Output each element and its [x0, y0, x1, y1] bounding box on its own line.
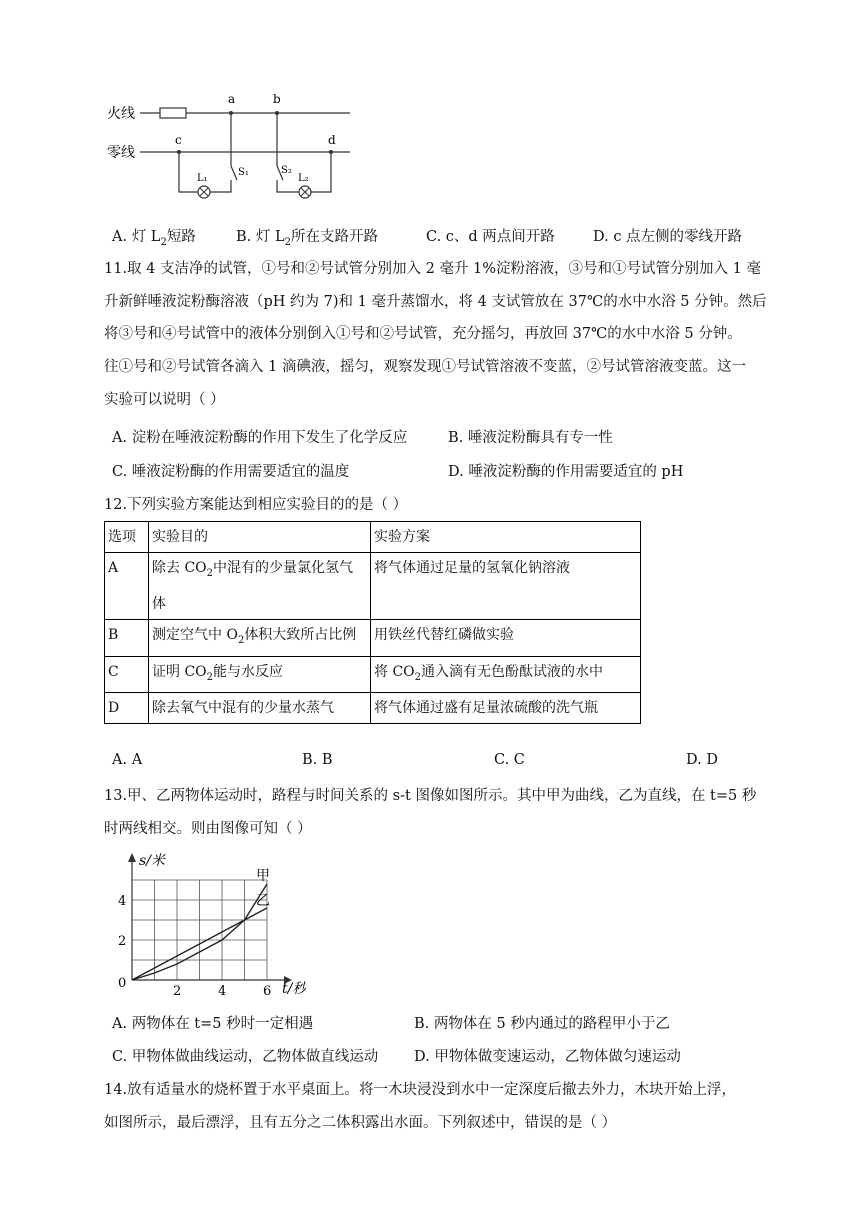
st-chart: [106, 848, 306, 998]
table-header-row: [105, 522, 641, 553]
fuse-icon: [160, 108, 186, 118]
table-cell: C: [105, 656, 149, 693]
q14-stem-line-2: 如图所示，最后漂浮，且有五分之二体积露出水面。下列叙述中，错误的是（ ）: [104, 1115, 617, 1131]
q11-option-b: B. 唾液淀粉酶具有专一性: [448, 430, 613, 446]
point-a-label: a: [228, 92, 236, 106]
q12-option-c: C. C: [494, 752, 525, 768]
q12-option-a: A. A: [112, 752, 143, 768]
y-axis-label: s/米: [139, 853, 165, 869]
q11-stem-line-3: 将③号和④号试管中的液体分别倒入①号和②号试管，充分摇匀，再放回 37℃的水中水浴 5 分钟。: [104, 326, 742, 342]
point-d-label: d: [328, 133, 336, 147]
table-cell: B: [105, 619, 149, 656]
q10-option-d: D. c 点左侧的零线开路: [593, 229, 743, 245]
table-row: [105, 619, 641, 656]
y-tick-label: 4: [118, 894, 127, 909]
q12-table: [104, 521, 641, 724]
q11-option-c: C. 唾液淀粉酶的作用需要适宜的温度: [112, 464, 350, 480]
q11-stem-line-1: 11.取 4 支洁净的试管，①号和②号试管分别加入 2 毫升 1%淀粉溶液，③号和①号试管分别加入 1 毫: [104, 261, 761, 277]
table-cell: 证明 $CO_2$能与水反应: [149, 656, 371, 693]
q12-stem: 12.下列实验方案能达到相应实验目的的是（ ）: [104, 497, 408, 513]
lamp-l2-label: L₂: [298, 173, 309, 184]
x-tick-label: 6: [263, 984, 272, 998]
chart-grid: [132, 880, 267, 980]
table-cell: 除去氧气中混有的少量水蒸气: [149, 693, 371, 724]
q12-option-d: D. D: [686, 752, 718, 768]
q11-stem-line-5: 实验可以说明（ ）: [104, 392, 225, 408]
point-c-label: c: [175, 133, 182, 147]
table-cell: 将 $CO_2$通入滴有无色酚酞试液的水中: [371, 656, 641, 693]
table-header: 实验方案: [371, 522, 641, 553]
table-row: [105, 553, 641, 620]
x-axis-label: t/秒: [282, 981, 306, 997]
table-cell: 用铁丝代替红磷做实验: [371, 619, 641, 656]
series-label: 甲: [256, 868, 270, 884]
x-tick-label: 2: [173, 984, 182, 998]
table-header: 实验目的: [149, 522, 371, 553]
table-cell: D: [105, 693, 149, 724]
q14-stem-line-1: 14.放有适量水的烧杯置于水平桌面上。将一木块浸没到水中一定深度后撤去外力，木块开始上浮，: [104, 1082, 737, 1098]
point-b-label: b: [273, 92, 281, 106]
live-wire-label: 火线: [107, 106, 135, 122]
q10-option-b: B. 灯 $L_2$所在支路开路: [236, 229, 378, 248]
origin-label: 0: [118, 976, 127, 991]
q11-stem-line-4: 往①号和②号试管各滴入 1 滴碘液，摇匀，观察发现①号试管溶液不变蓝，②号试管溶液变蓝。这一: [104, 359, 746, 375]
table-header: 选项: [105, 522, 149, 553]
circuit-diagram: [100, 88, 360, 203]
table-cell: 将气体通过足量的氢氧化钠溶液: [371, 553, 641, 620]
table-cell: 测定空气中 $O_2$体积大致所占比例: [149, 619, 371, 656]
y-tick-label: 2: [118, 934, 127, 949]
table-cell: 将气体通过盛有足量浓硫酸的洗气瓶: [371, 693, 641, 724]
q11-option-d: D. 唾液淀粉酶的作用需要适宜的 pH: [448, 464, 684, 480]
q10-option-a: A. 灯 $L_2$短路: [112, 229, 196, 248]
table-row: [105, 656, 641, 693]
switch-s1-icon: [231, 166, 237, 180]
switch-s2-label: S₂: [281, 165, 292, 176]
q11-stem-line-2: 升新鲜唾液淀粉酶溶液（pH 约为 7)和 1 毫升蒸馏水，将 4 支试管放在 37℃的水中水浴 5 分钟。然后: [104, 294, 767, 310]
q13-stem-line-2: 时两线相交。则由图像可知（ ）: [104, 821, 312, 837]
series-label: 乙: [256, 893, 270, 909]
switch-s1-label: S₁: [238, 167, 249, 178]
neutral-wire-label: 零线: [107, 145, 135, 161]
table-cell: A: [105, 553, 149, 620]
lamp-l1-label: L₁: [197, 173, 208, 184]
table-row: [105, 693, 641, 724]
q13-option-d: D. 甲物体做变速运动，乙物体做匀速运动: [414, 1049, 681, 1065]
table-cell: 除去 $CO_2$中混有的少量氯化氢气 体: [149, 553, 371, 620]
q13-option-b: B. 两物体在 5 秒内通过的路程甲小于乙: [414, 1016, 670, 1032]
q12-option-b: B. B: [302, 752, 333, 768]
q13-option-a: A. 两物体在 t=5 秒时一定相遇: [112, 1016, 314, 1032]
q10-option-c: C. c、d 两点间开路: [426, 229, 555, 245]
x-tick-label: 4: [218, 984, 227, 998]
q13-option-c: C. 甲物体做曲线运动，乙物体做直线运动: [112, 1049, 379, 1065]
q13-stem-line-1: 13.甲、乙两物体运动时，路程与时间关系的 s-t 图像如图所示。其中甲为曲线，乙为直线，在 t=5 秒: [104, 788, 757, 804]
y-axis-arrow-icon: [128, 853, 136, 862]
q11-option-a: A. 淀粉在唾液淀粉酶的作用下发生了化学反应: [112, 430, 408, 446]
